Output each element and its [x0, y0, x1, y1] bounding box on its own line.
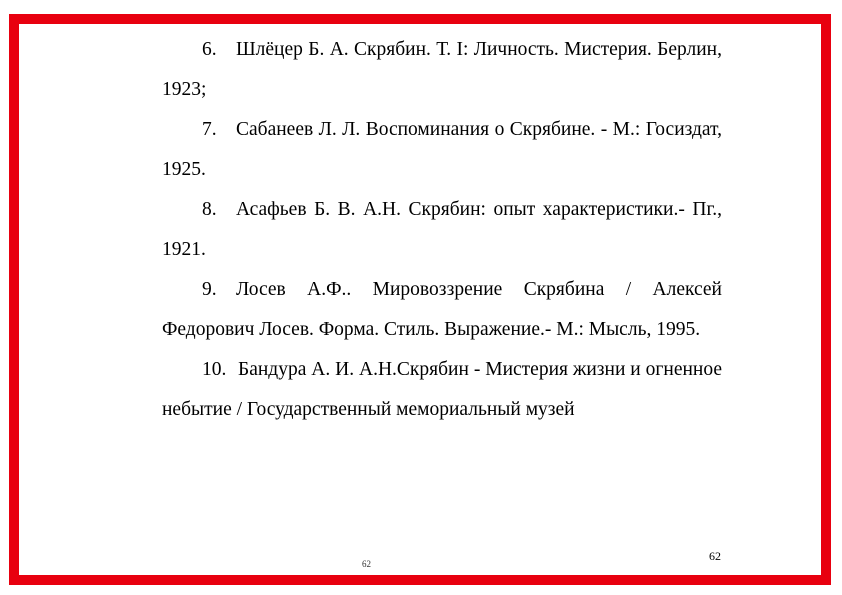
entry-number: 9. — [202, 279, 217, 300]
entry-text: Бандура А. И. А.Н.Скрябин - Мистерия жизни и огненное небытие / Государственный мемориальный музей — [162, 359, 722, 420]
bibliography-entry-8 — [162, 190, 722, 270]
bibliography-entry-10 — [162, 350, 722, 430]
page-number: 62 — [709, 549, 721, 563]
bibliography-entry-9 — [162, 270, 722, 350]
bibliography-entry-7 — [162, 110, 722, 190]
entry-number: 6. — [202, 39, 217, 60]
entry-text: Шлёцер Б. А. Скрябин. Т. I: Личность. Мистерия. Берлин, 1923; — [162, 39, 722, 100]
entry-text: Сабанеев Л. Л. Воспоминания о Скрябине. - М.: Госиздат, 1925. — [162, 119, 722, 180]
entry-number: 10. — [202, 359, 227, 380]
entry-number: 8. — [202, 199, 217, 220]
entry-number: 7. — [202, 119, 217, 140]
entry-text: Лосев А.Ф.. Мировоззрение Скрябина / Алексей Федорович Лосев. Форма. Стиль. Выражение.- М.: Мысль, 1995. — [162, 279, 722, 340]
bibliography-list — [162, 30, 722, 430]
entry-text: Асафьев Б. В. А.Н. Скрябин: опыт характеристики.- Пг., 1921. — [162, 199, 722, 260]
page-number-small: 62 — [362, 559, 371, 569]
bibliography-entry-6 — [162, 30, 722, 110]
